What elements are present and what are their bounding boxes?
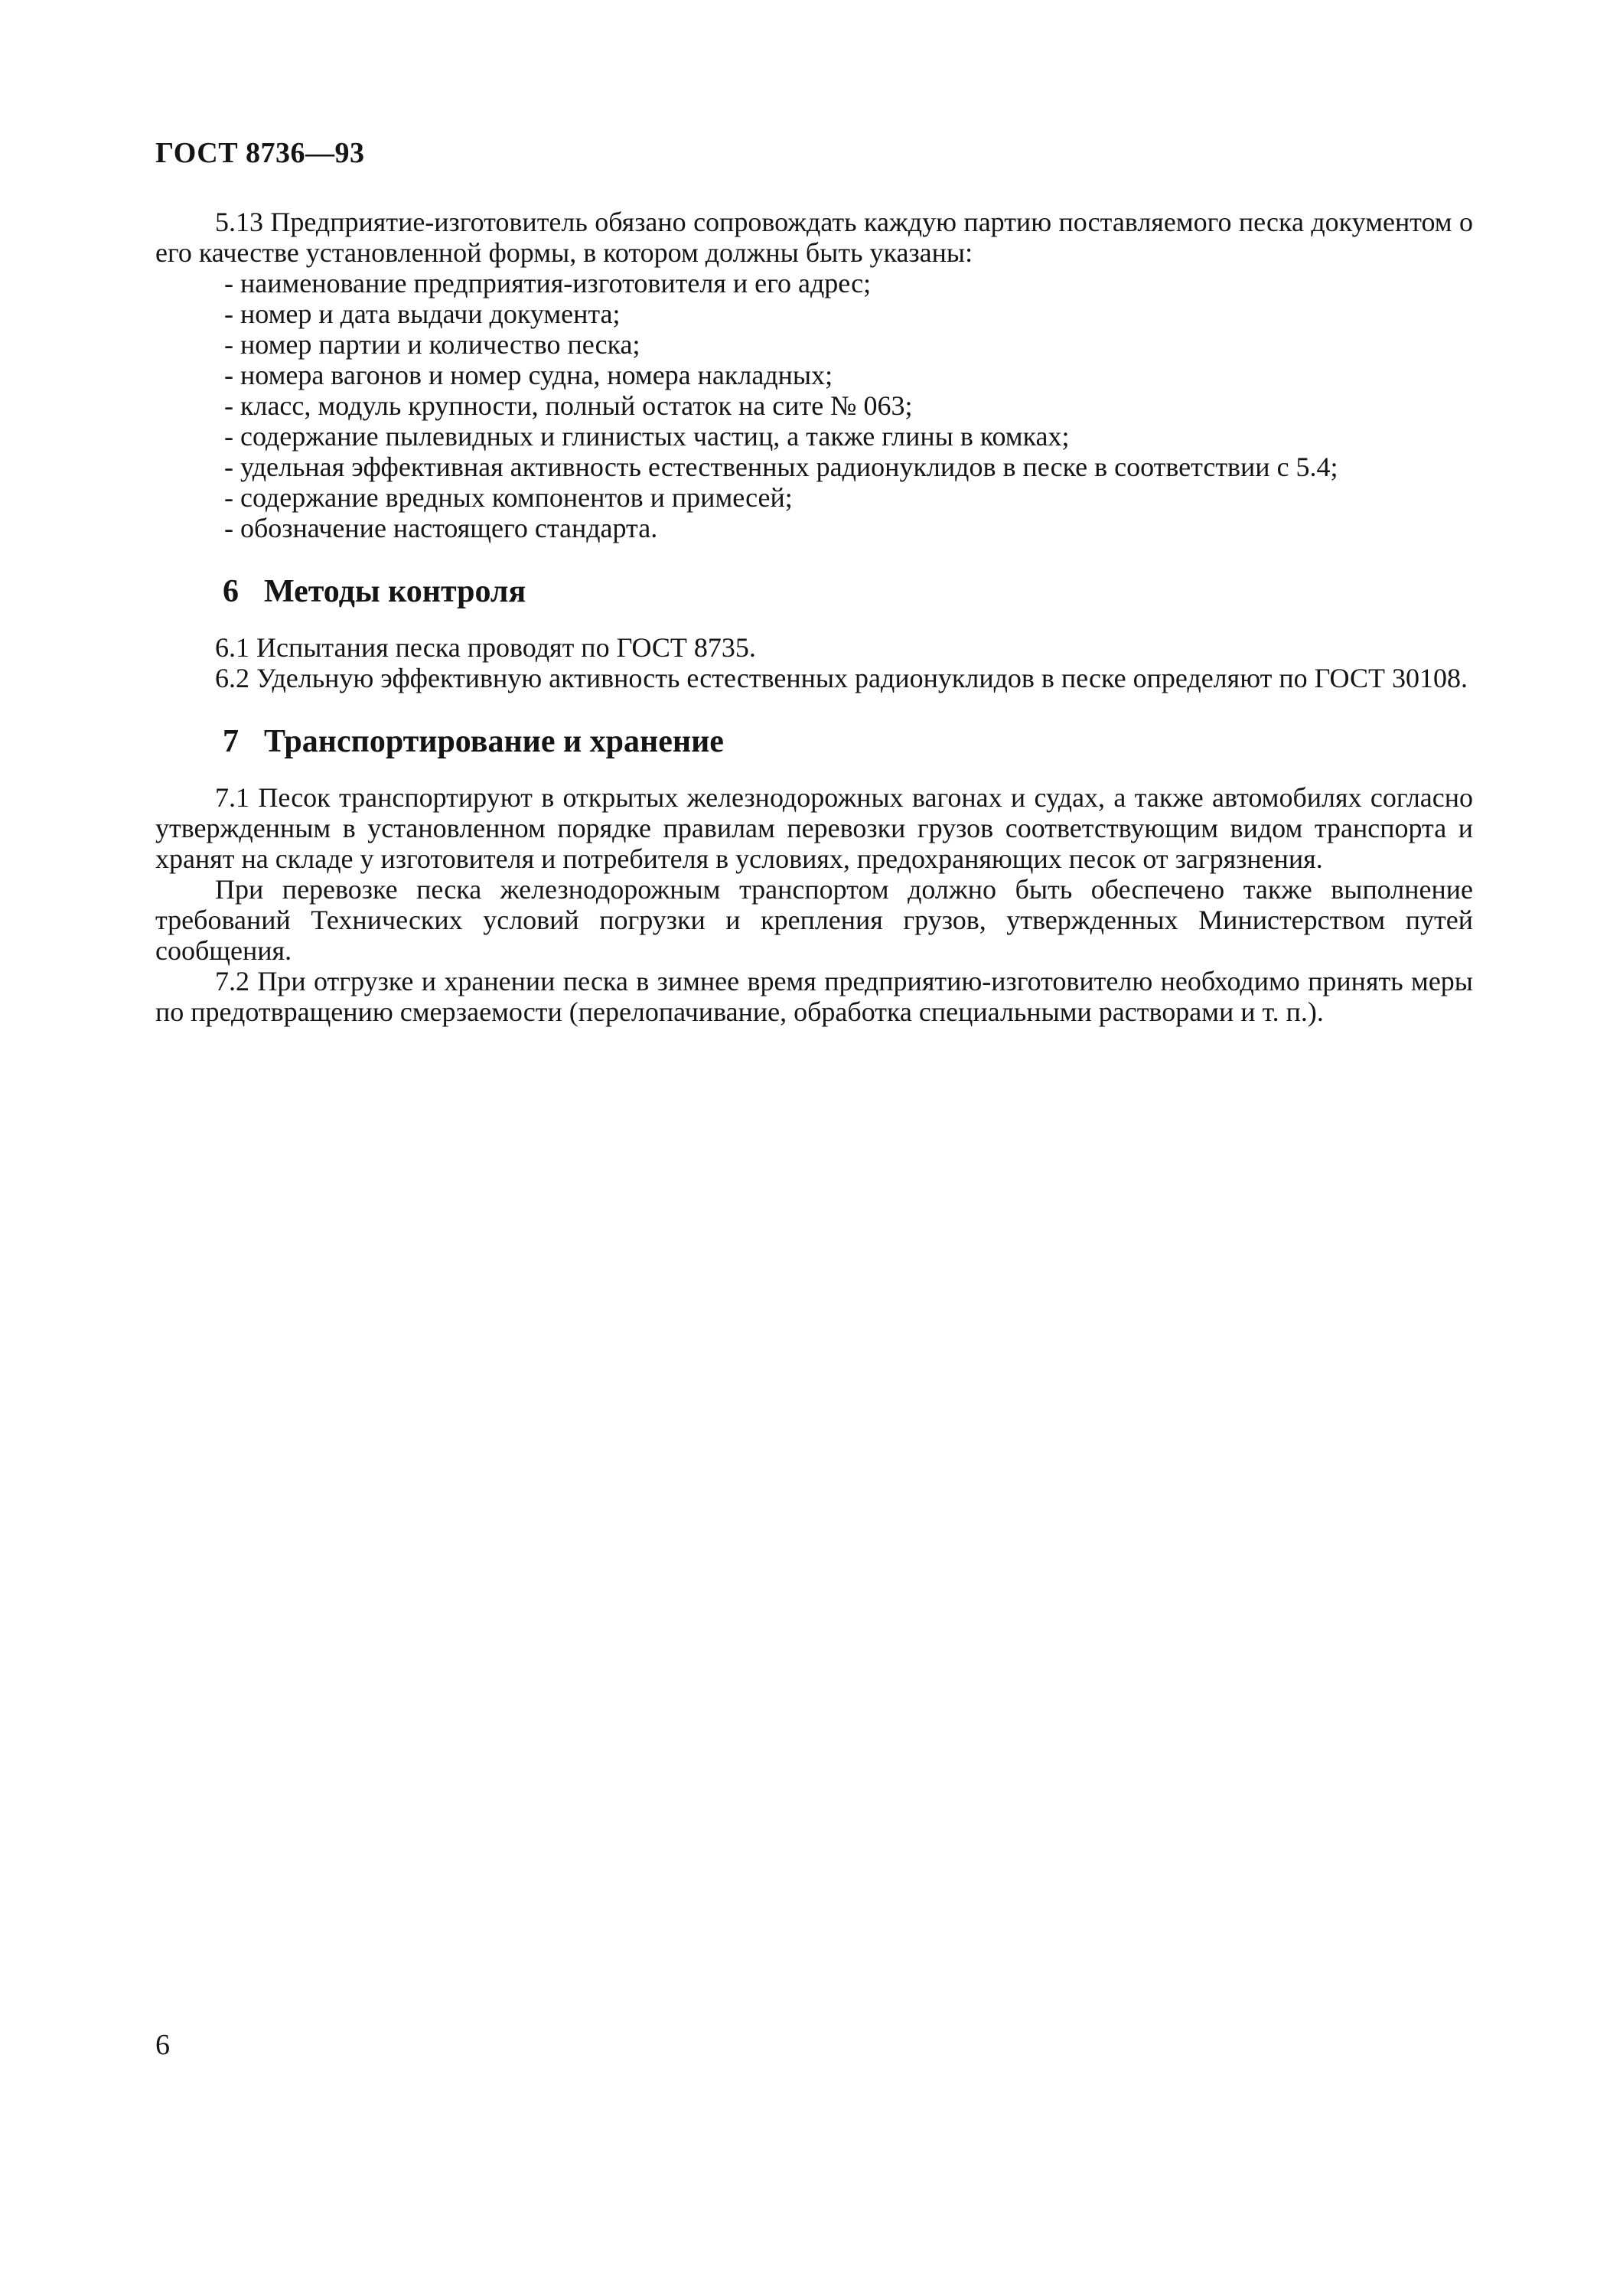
list-item: - номер и дата выдачи документа; [224,298,621,329]
list-item: - класс, модуль крупности, полный остаток на сите № 063; [224,390,913,421]
section-7-heading [155,724,1473,759]
list-item: - номера вагонов и номер судна, номера накладных; [224,360,833,390]
paragraph-7-2: 7.2 При отгрузке и хранении песка в зимнее время предприятию-изготовителю необходимо принять меры по предотвращению смерзаемости (перелопачивание, обработка специальными растворами и т. п.). [155,966,1473,1027]
section-number: 6 [223,574,239,609]
section-number: 7 [223,724,239,759]
section-6-heading [155,574,1473,609]
required-info-list [155,268,1473,543]
document-body [155,207,1473,1027]
list-item: - наименование предприятия-изготовителя и его адрес; [224,268,872,298]
paragraph-7-1: 7.1 Песок транспортируют в открытых железнодорожных вагонах и судах, а также автомобилях согласно утвержденным в установленном порядке правилам перевозки грузов соответствующим видом транспорта и хранят на складе у изготовителя и потребителя в условиях, предохраняющих песок от загрязнения. [155,782,1473,874]
paragraph-5-13: 5.13 Предприятие-изготовитель обязано сопровождать каждую партию поставляемого песка документом о его качестве установленной формы, в котором должны быть указаны: [155,207,1473,268]
list-item: - содержание вредных компонентов и примесей; [224,482,793,513]
section-title: Транспортирование и хранение [264,724,724,759]
section-title: Методы контроля [264,574,526,609]
document-code-header: ГОСТ 8736—93 [155,137,365,169]
list-item: - удельная эффективная активность естественных радионуклидов в песке в соответствии с 5.4; [224,452,1338,482]
list-item: - номер партии и количество песка; [224,329,640,360]
list-item: - обозначение настоящего стандарта. [224,513,658,543]
paragraph-6-1: 6.1 Испытания песка проводят по ГОСТ 8735. [215,632,756,663]
page-number: 6 [155,2029,170,2061]
paragraph-7-1-continued: При перевозке песка железнодорожным транспортом должно быть обеспечено также выполнение требований Технических условий погрузки и крепления грузов, утвержденных Министерством путей сообщения. [155,874,1473,966]
paragraph-6-2: 6.2 Удельную эффективную активность естественных радионуклидов в песке определяют по ГОСТ 30108. [215,663,1468,693]
list-item: - содержание пылевидных и глинистых частиц, а также глины в комках; [224,421,1070,452]
